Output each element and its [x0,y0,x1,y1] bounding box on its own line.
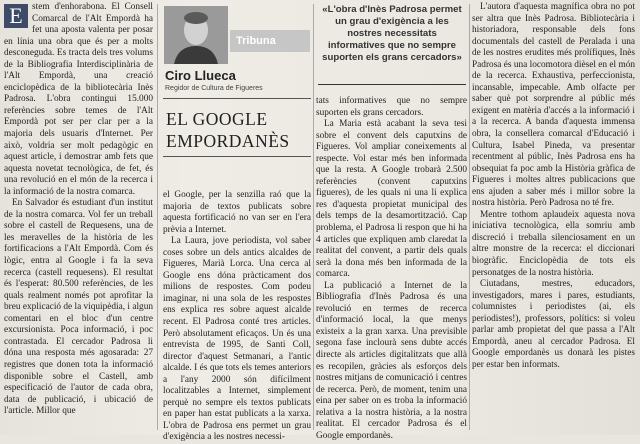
author-portrait-icon [164,6,228,64]
author-name: Ciro Llueca [165,68,236,83]
section-label: Tribuna [230,30,310,52]
author-photo [164,6,228,64]
column-1 [4,2,153,433]
paragraph: En Salvador és estudiant d'un institut de la nostra comarca. Vol fer un treball sobre el castell de Requesens, una de les meravelles de la història de les fortificacions a l'Alt Empordà. Com és lògic, entra al Google i fa la seva recerca (castell requesens). El resultat és l'esperat: 80.500 referències, de les quals realment només pot aprofitar la breu explicació de la viquipèdia, i algun comentari en el bloc d'un centre excursionista. Poca informació, i poc contrastada. El cercador Padrosa li dóna una resposta més agosarada: 27 registres que donen tota la informació disponible sobre el Castell, amb especificació de l'autor de cada obra, data de publicació, i ubicació de l'article. Millor que [4,198,153,417]
pull-quote-rule [318,84,466,85]
paragraph: Ciutadans, mestres, educadors, investigadors, mares i pares, estudiants, columnistes i periodistes (ai, els periodistes!), professors, polítics: si voleu parlar amb propietat del que passa a l'Alt Empordà, aneu al cercador Padrosa. El Google empordanès us donarà les pistes per estar ben informats. [472,279,635,370]
headline: EL GOOGLE EMPORDANÈS [166,109,290,151]
column-divider [313,4,314,430]
paragraph: La publicació a Internet de la Bibliografia d'Inès Padrosa és una revolució en termes de recerca d'informació local, la que menys existeix a la gran xarxa. Una previsible segona fase inclourà sens dubte accés directe als articles digitalitzats que allà es recopilen, gràcies als esforços dels nostres mitjans de comunicació i centres de recerca. Però, de moment, tenim una eina per saber on es troba la informació relativa a la nostra història, a la nostra realitat. El cercador Padrosa és el Google empordanès. [316,280,467,441]
headline-rule [163,98,311,99]
paragraph: Mentre tothom aplaudeix aquesta nova iniciativa tecnològica, ella somriu amb discreció i treballa silenciosament en un altre monstre de la recerca: el diccionari biogràfic. Enciclopèdia de tots els personatges de la nostra història. [472,209,635,278]
paragraph: tats informatives que no sempre suporten els grans cercadors. [316,96,467,118]
column-divider [469,4,470,430]
column-3 [163,190,311,443]
pull-quote: «L'obra d'Inès Padrosa permet un grau d'exigència a les nostres necessitats informatives que no sempre suporten els grans cercadors» [322,4,462,63]
column-4 [316,96,467,441]
paragraph: L'autora d'aquesta magnífica obra no pot ser altra que Inès Padrosa. Bibliotecària i historiadora, responsable dels fons documentals del castell de Peralada i una de les nostres erudites més prolífiques, Inès Padrosa és una locomotora dièsel en el món de la recerca. Exhaustiva, perfeccionista, incansable, impecable. Amb olfacte per saber què pot sorprendre al públic més exigent en matèria d'accés a la informació i a la recerca. A banda d'aquesta immensa obra, la consellera comarcal d'Educació i Cultura, Isabel Pineda, va presentar recentment al públic, Inès Padrosa ens ha obsequiat fa poc amb la Història gràfica de Figueres i moltes altres publicacions que ens ajuden a saber més i millor sobre la nostra història. Però Padrosa no té fre. [472,2,635,209]
paragraph: La Laura, jove periodista, vol saber coses sobre un dels antics alcaldes de Figueres, Marià Lorca. Una cerca al Google ens dóna pràcticament dos milions de respostes. Com podeu imaginar, ni una sola de les respostes ens explica res sobre aquest alcalde recent. El Padrosa conté tres articles. Però absolutament eficaços. Un és una entrevista de 1995, de Santi Coll, director d'aquest Setmanari, a l'antic alcalde. I és que tots els temes anteriors a l'any 2000 són difícilment localitzables a Internet, simplement perquè no sempre els textos publicats en paper han estat publicats a la xarxa. L'obra de Padrosa ens permet un grau d'exigència a les nostres necessi- [163,236,311,443]
author-role: Regidor de Cultura de Figueres [165,85,263,92]
headline-rule [163,156,311,157]
paragraph: La Maria està acabant la seva tesi sobre el convent dels caputxins de Figueres. Vol ampliar coneixements al respecte. Vol estar més ben informada que la resta. A Google trobarà 2.500 referències (convent caputxins figueres), de les quals ni una li explica res d'aquesta propietat municipal des dels temps de la desamortització. Cap problema, el Padrosa li respon que hi ha 4 articles que expliquen amb claredat la realitat del convent, a partir dels quals serà la dona més ben informada de la comarca. [316,119,467,280]
drop-cap: E [4,4,28,28]
paragraph: stem d'enhorabona. El Consell Comarcal de l'Alt Empordà ha fet una apostа valenta per posar en línia una obra que és per a molts desconeguda. Es tracta dels tres volums de la Bibliografia Interdisciplinària de l'Alt Empordà, una creació enciclopèdica de la bibliotecària Inès Padrosa. L'obra contingui 15.000 referències sobre temes de l'Alt Empordà pot ser per clar per a la majoria dels usuaris d'Internet. Per això, voldria ser molt pedagògic en aquest article, i demostrar amb fets que aquesta novetat tecnològica, de fet, és una revolució en el món de la recerca i la informació de la nostra comarca. [4,2,153,197]
paragraph: el Google, per la senzilla raó que la majoria de textos publicats sobre aquesta fortificació no van ser en l'era prèvia a Internet. [163,190,311,235]
column-divider [157,4,158,430]
column-5 [472,2,635,433]
